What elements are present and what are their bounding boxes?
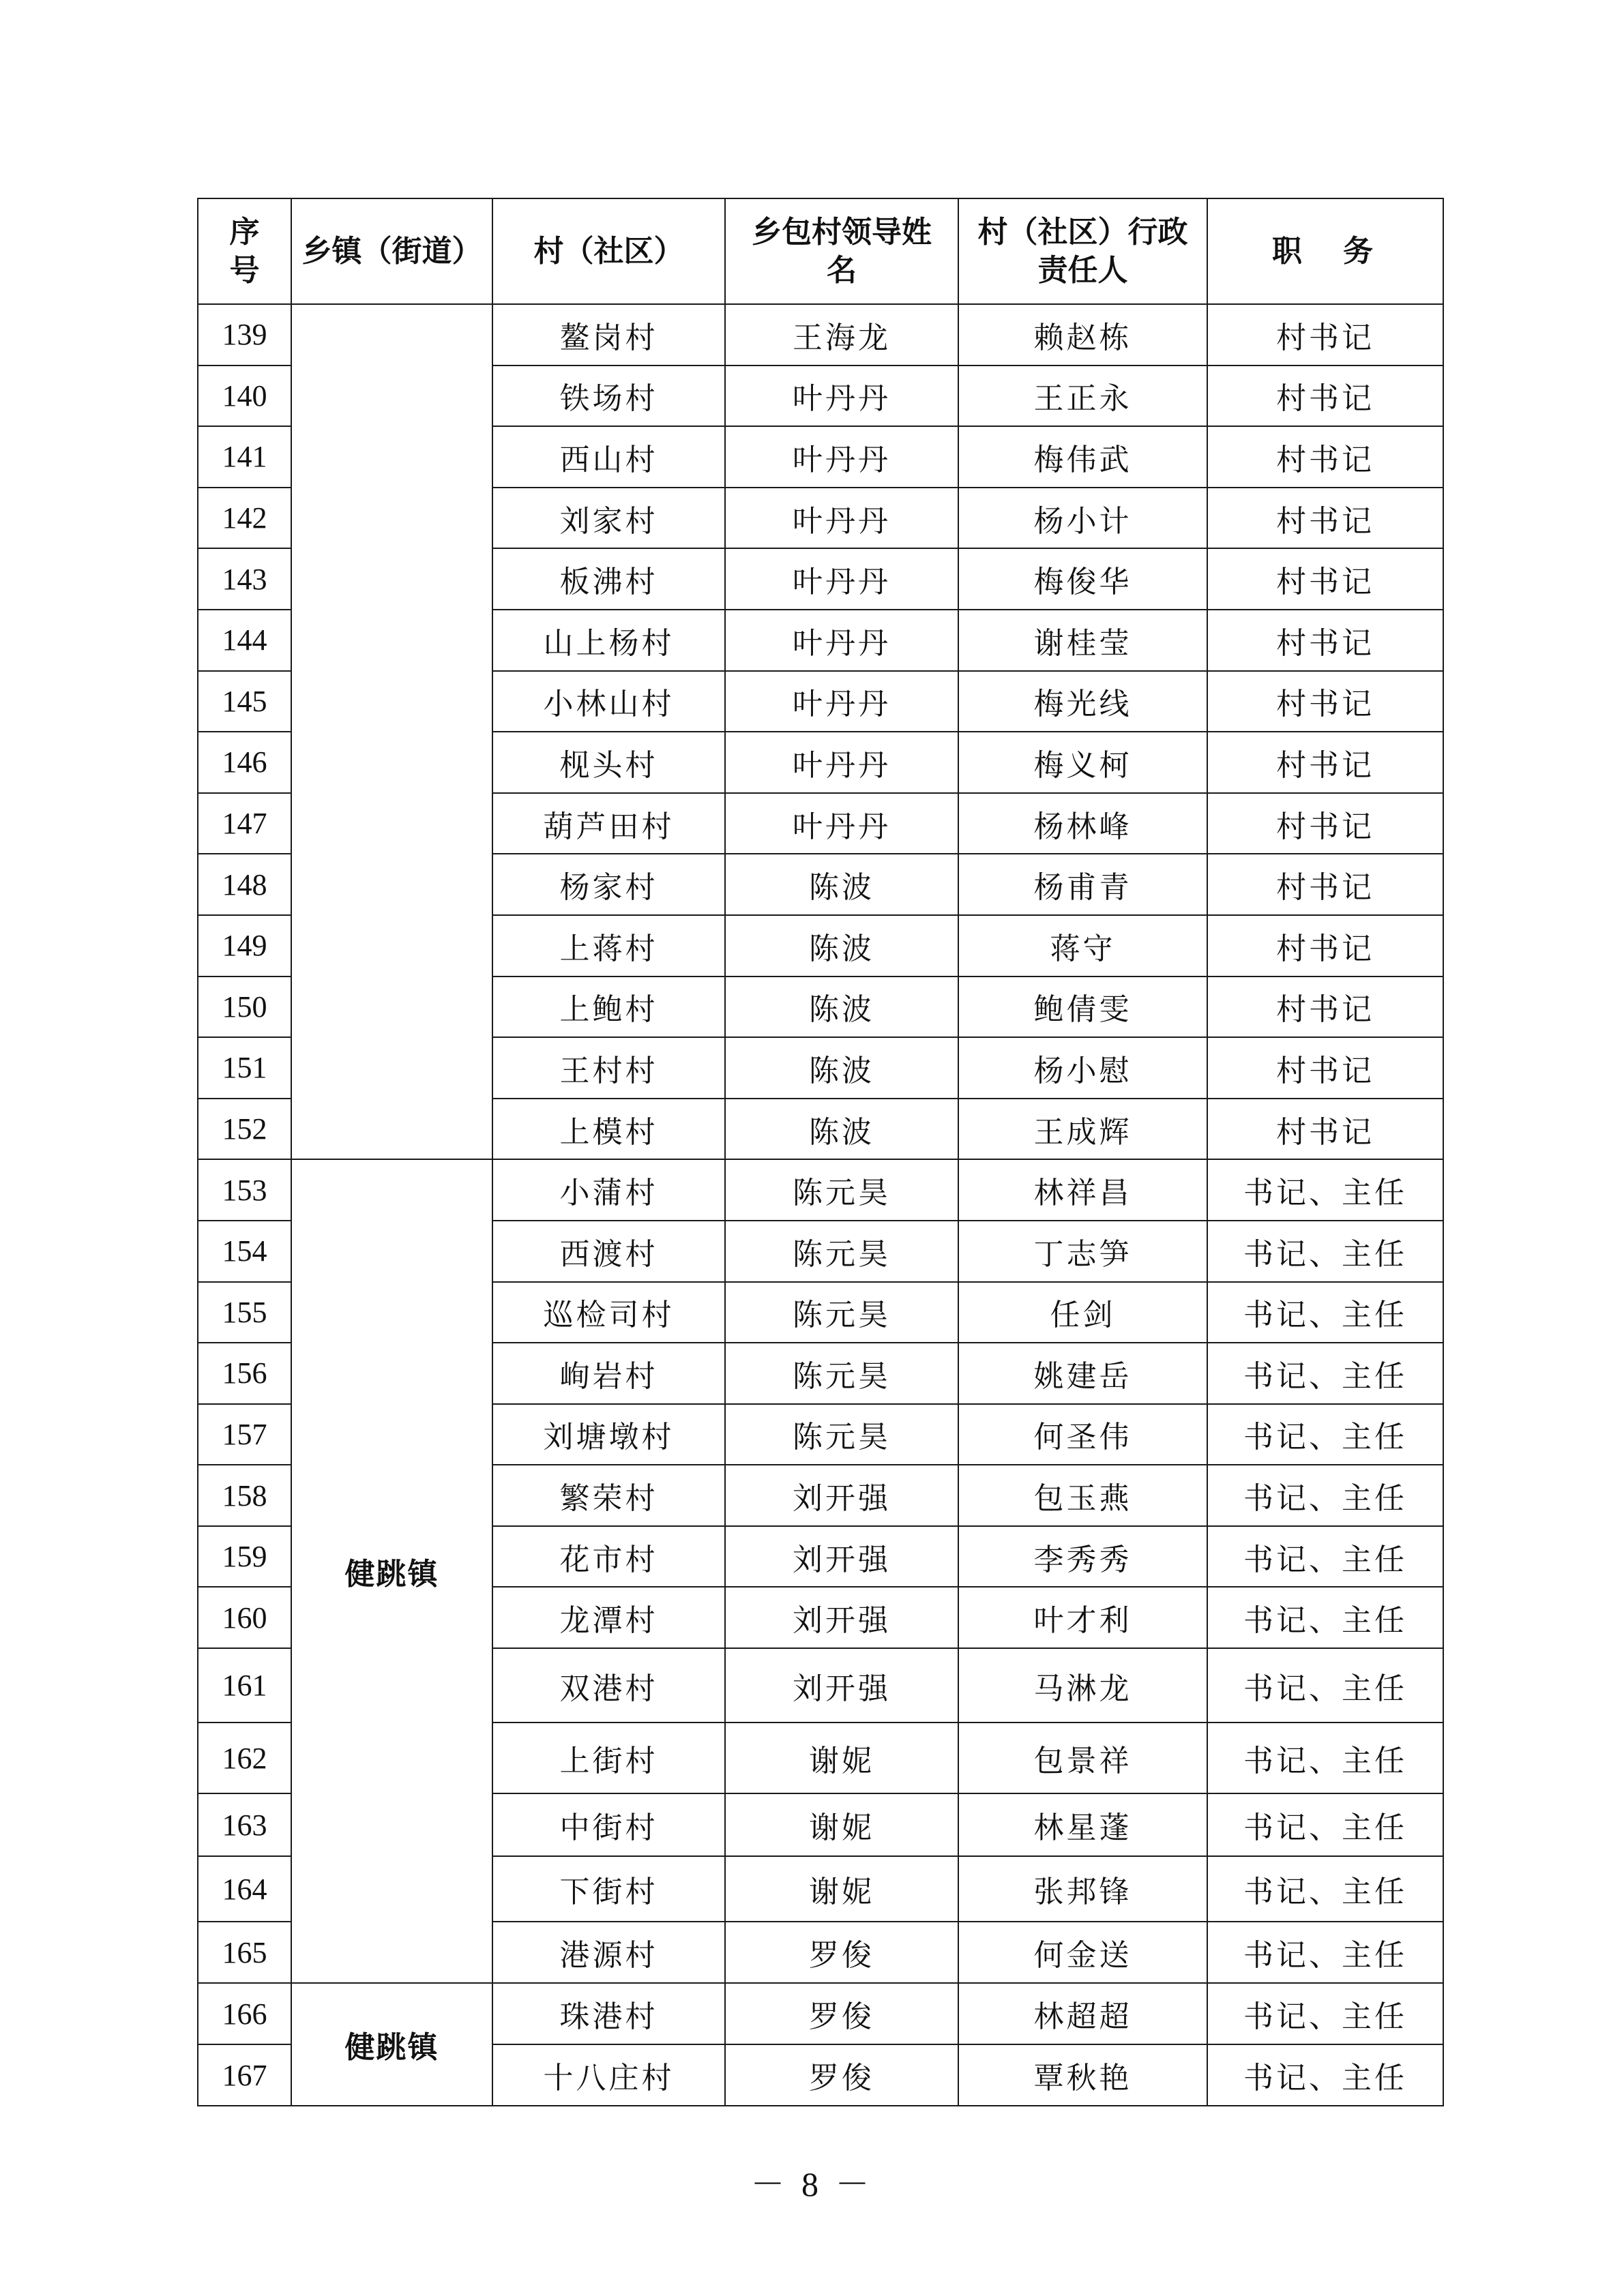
leader-cell: 叶丹丹 (725, 793, 958, 854)
seq-cell: 154 (198, 1221, 291, 1282)
table-row (198, 1159, 1443, 1221)
position-cell: 书记、主任 (1207, 1404, 1443, 1465)
leader-cell: 罗俊 (725, 2044, 958, 2106)
position-cell: 村书记 (1207, 304, 1443, 366)
leader-cell: 陈波 (725, 854, 958, 915)
position-cell: 村书记 (1207, 854, 1443, 915)
village-cell: 西山村 (492, 426, 725, 488)
village-cell: 杨家村 (492, 854, 725, 915)
seq-cell: 164 (198, 1856, 291, 1922)
page-number: － 8 － (750, 2165, 874, 2203)
header-position: 职 务 (1207, 198, 1443, 304)
village-cell: 小林山村 (492, 671, 725, 732)
position-cell: 村书记 (1207, 366, 1443, 427)
position-cell: 书记、主任 (1207, 2044, 1443, 2106)
village-cell: 山上杨村 (492, 610, 725, 671)
position-cell: 村书记 (1207, 1037, 1443, 1099)
responsible-cell: 覃秋艳 (958, 2044, 1207, 2106)
leader-cell: 王海龙 (725, 304, 958, 366)
header-leader: 乡包村领导姓名 (725, 198, 958, 304)
responsible-cell: 何圣伟 (958, 1404, 1207, 1465)
seq-cell: 152 (198, 1099, 291, 1160)
seq-cell: 167 (198, 2044, 291, 2106)
village-cell: 峋岩村 (492, 1343, 725, 1404)
village-cell: 铁场村 (492, 366, 725, 427)
village-cell: 刘塘墩村 (492, 1404, 725, 1465)
responsible-cell: 包景祥 (958, 1723, 1207, 1793)
seq-cell: 158 (198, 1465, 291, 1526)
leader-cell: 陈波 (725, 1037, 958, 1099)
village-cell: 繁荣村 (492, 1465, 725, 1526)
leader-cell: 谢妮 (725, 1793, 958, 1856)
responsible-cell: 王正永 (958, 366, 1207, 427)
responsible-cell: 杨小计 (958, 488, 1207, 549)
seq-cell: 147 (198, 793, 291, 854)
position-cell: 村书记 (1207, 793, 1443, 854)
responsible-cell: 马淋龙 (958, 1648, 1207, 1723)
position-cell: 书记、主任 (1207, 1282, 1443, 1343)
village-cell: 龙潭村 (492, 1587, 725, 1648)
seq-cell: 160 (198, 1587, 291, 1648)
village-cell: 中街村 (492, 1793, 725, 1856)
leader-cell: 陈波 (725, 976, 958, 1038)
table-row (198, 304, 1443, 366)
village-cell: 枧头村 (492, 732, 725, 793)
responsible-cell: 蒋守 (958, 915, 1207, 976)
village-cell: 港源村 (492, 1922, 725, 1983)
header-seq: 序号 (198, 198, 291, 304)
village-cell: 下街村 (492, 1856, 725, 1922)
table-body (198, 304, 1443, 2106)
seq-cell: 165 (198, 1922, 291, 1983)
leader-cell: 刘开强 (725, 1648, 958, 1723)
seq-cell: 159 (198, 1526, 291, 1587)
leader-cell: 谢妮 (725, 1723, 958, 1793)
leader-cell: 陈元昊 (725, 1282, 958, 1343)
seq-cell: 161 (198, 1648, 291, 1723)
position-cell: 书记、主任 (1207, 1648, 1443, 1723)
responsible-cell: 梅义柯 (958, 732, 1207, 793)
position-cell: 书记、主任 (1207, 1723, 1443, 1793)
leader-cell: 陈波 (725, 1099, 958, 1160)
seq-cell: 145 (198, 671, 291, 732)
header-responsible: 村（社区）行政责任人 (958, 198, 1207, 304)
responsible-cell: 林超超 (958, 1983, 1207, 2044)
position-cell: 书记、主任 (1207, 1983, 1443, 2044)
town-cell (291, 304, 492, 1159)
position-cell: 村书记 (1207, 732, 1443, 793)
responsible-cell: 林祥昌 (958, 1159, 1207, 1221)
town-cell: 健跳镇 (291, 1159, 492, 1983)
leader-cell: 谢妮 (725, 1856, 958, 1922)
leader-cell: 罗俊 (725, 1922, 958, 1983)
header-village: 村（社区） (492, 198, 725, 304)
town-cell: 健跳镇 (291, 1983, 492, 2106)
responsible-cell: 任剑 (958, 1282, 1207, 1343)
seq-cell: 142 (198, 488, 291, 549)
position-cell: 村书记 (1207, 671, 1443, 732)
responsible-cell: 杨小慰 (958, 1037, 1207, 1099)
position-cell: 书记、主任 (1207, 1856, 1443, 1922)
position-cell: 书记、主任 (1207, 1793, 1443, 1856)
village-cell: 葫芦田村 (492, 793, 725, 854)
position-cell: 村书记 (1207, 976, 1443, 1038)
responsible-cell: 叶才利 (958, 1587, 1207, 1648)
seq-cell: 166 (198, 1983, 291, 2044)
leader-cell: 刘开强 (725, 1465, 958, 1526)
seq-cell: 144 (198, 610, 291, 671)
leader-cell: 叶丹丹 (725, 732, 958, 793)
seq-cell: 151 (198, 1037, 291, 1099)
village-cell: 板沸村 (492, 548, 725, 610)
position-cell: 书记、主任 (1207, 1922, 1443, 1983)
village-cell: 上蒋村 (492, 915, 725, 976)
position-cell: 村书记 (1207, 548, 1443, 610)
seq-cell: 157 (198, 1404, 291, 1465)
table-row (198, 1983, 1443, 2044)
position-cell: 书记、主任 (1207, 1465, 1443, 1526)
responsible-cell: 姚建岳 (958, 1343, 1207, 1404)
village-cell: 珠港村 (492, 1983, 725, 2044)
village-cell: 十八庄村 (492, 2044, 725, 2106)
seq-cell: 143 (198, 548, 291, 610)
seq-cell: 141 (198, 426, 291, 488)
leader-cell: 陈元昊 (725, 1343, 958, 1404)
responsible-cell: 杨甫青 (958, 854, 1207, 915)
responsible-cell: 赖赵栋 (958, 304, 1207, 366)
responsible-cell: 包玉燕 (958, 1465, 1207, 1526)
seq-cell: 162 (198, 1723, 291, 1793)
position-cell: 村书记 (1207, 1099, 1443, 1160)
leader-cell: 陈元昊 (725, 1221, 958, 1282)
village-cell: 花市村 (492, 1526, 725, 1587)
leader-cell: 叶丹丹 (725, 671, 958, 732)
responsible-cell: 林星蓬 (958, 1793, 1207, 1856)
responsible-cell: 何金送 (958, 1922, 1207, 1983)
leader-cell: 陈波 (725, 915, 958, 976)
responsible-cell: 王成辉 (958, 1099, 1207, 1160)
seq-cell: 150 (198, 976, 291, 1038)
leader-cell: 叶丹丹 (725, 610, 958, 671)
table-header-row (198, 198, 1443, 304)
village-cell: 上模村 (492, 1099, 725, 1160)
seq-cell: 149 (198, 915, 291, 976)
village-responsibility-table (197, 198, 1444, 2106)
position-cell: 书记、主任 (1207, 1159, 1443, 1221)
village-cell: 刘家村 (492, 488, 725, 549)
position-cell: 村书记 (1207, 488, 1443, 549)
position-cell: 书记、主任 (1207, 1343, 1443, 1404)
responsible-cell: 杨林峰 (958, 793, 1207, 854)
village-cell: 王村村 (492, 1037, 725, 1099)
responsible-cell: 鲍倩雯 (958, 976, 1207, 1038)
header-town: 乡镇（街道） (291, 198, 492, 304)
responsible-cell: 梅俊华 (958, 548, 1207, 610)
seq-cell: 155 (198, 1282, 291, 1343)
village-cell: 西渡村 (492, 1221, 725, 1282)
position-cell: 书记、主任 (1207, 1221, 1443, 1282)
leader-cell: 刘开强 (725, 1526, 958, 1587)
leader-cell: 叶丹丹 (725, 548, 958, 610)
responsible-cell: 丁志笋 (958, 1221, 1207, 1282)
seq-cell: 148 (198, 854, 291, 915)
village-cell: 巡检司村 (492, 1282, 725, 1343)
position-cell: 村书记 (1207, 915, 1443, 976)
position-cell: 村书记 (1207, 610, 1443, 671)
leader-cell: 叶丹丹 (725, 426, 958, 488)
seq-cell: 139 (198, 304, 291, 366)
village-cell: 鳌岗村 (492, 304, 725, 366)
responsible-cell: 梅伟武 (958, 426, 1207, 488)
responsible-cell: 李秀秀 (958, 1526, 1207, 1587)
leader-cell: 罗俊 (725, 1983, 958, 2044)
responsible-cell: 谢桂莹 (958, 610, 1207, 671)
village-cell: 小蒲村 (492, 1159, 725, 1221)
seq-cell: 146 (198, 732, 291, 793)
position-cell: 书记、主任 (1207, 1587, 1443, 1648)
responsible-cell: 张邦锋 (958, 1856, 1207, 1922)
seq-cell: 153 (198, 1159, 291, 1221)
responsible-cell: 梅光线 (958, 671, 1207, 732)
leader-cell: 刘开强 (725, 1587, 958, 1648)
seq-cell: 163 (198, 1793, 291, 1856)
leader-cell: 叶丹丹 (725, 488, 958, 549)
position-cell: 村书记 (1207, 426, 1443, 488)
village-cell: 上街村 (492, 1723, 725, 1793)
leader-cell: 陈元昊 (725, 1159, 958, 1221)
leader-cell: 叶丹丹 (725, 366, 958, 427)
village-cell: 双港村 (492, 1648, 725, 1723)
position-cell: 书记、主任 (1207, 1526, 1443, 1587)
seq-cell: 156 (198, 1343, 291, 1404)
seq-cell: 140 (198, 366, 291, 427)
leader-cell: 陈元昊 (725, 1404, 958, 1465)
village-cell: 上鲍村 (492, 976, 725, 1038)
